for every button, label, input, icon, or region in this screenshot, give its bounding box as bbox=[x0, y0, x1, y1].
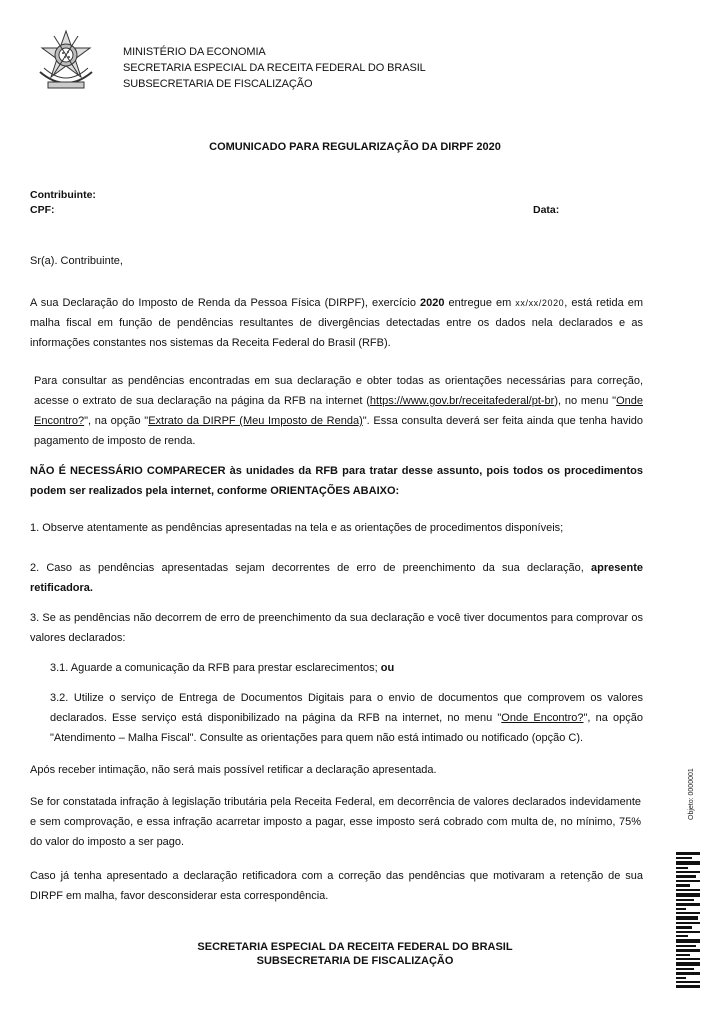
list-item-3-1: 3.1. Aguarde a comunicação da RFB para prestar esclarecimentos; ou bbox=[50, 662, 395, 674]
date-label: Data: bbox=[533, 204, 560, 216]
paragraph-consult: Para consultar as pendências encontradas em sua declaração e obter todas as orientações necessárias para correção, acesse o extrato de sua declaração na página da RFB na internet (https://www.gov.br/receitafederal/pt-br), no menu "Onde Encontro?", na opção "Extrato da DIRPF (Meu Imposto de Renda)". Essa consulta deverá ser feita ainda que tenha havido pagamento de imposto de renda. bbox=[34, 375, 643, 447]
barcode bbox=[676, 852, 700, 988]
header-secretariat: SECRETARIA ESPECIAL DA RECEITA FEDERAL DO BRASIL bbox=[123, 62, 426, 74]
object-code: Objeto: 0000001 bbox=[688, 768, 695, 820]
footer-subsecretariat: SUBSECRETARIA DE FISCALIZAÇÃO bbox=[256, 955, 454, 967]
document-title: COMUNICADO PARA REGULARIZAÇÃO DA DIRPF 2020 bbox=[209, 141, 501, 153]
contribuinte-label: Contribuinte: bbox=[30, 189, 96, 201]
paragraph-retention: A sua Declaração do Imposto de Renda da Pessoa Física (DIRPF), exercício 2020 entregue em xx/xx/2020, está retida em malha fiscal em função de pendências resultantes de divergências detectadas entre os dados nela declarados e as informações constantes nos sistemas da Receita Federal do Brasil (RFB). bbox=[30, 297, 643, 349]
extrato-dirpf-link[interactable]: Extrato da DIRPF (Meu Imposto de Renda) bbox=[148, 415, 363, 427]
list-item-3-2: 3.2. Utilize o serviço de Entrega de Documentos Digitais para o envio de documentos que comprovem os valores declarados. Esse serviço está disponibilizado na página da RFB na internet, no menu "Onde Encontro?", na opção "Atendimento – Malha Fiscal". Consulte as orientações para quem não está intimado ou notificado (opção C). bbox=[50, 692, 643, 744]
paragraph-after-intimation: Após receber intimação, não será mais possível retificar a declaração apresentada. bbox=[30, 764, 437, 776]
onde-encontro-link-2[interactable]: Onde Encontro? bbox=[501, 712, 584, 724]
footer-secretariat: SECRETARIA ESPECIAL DA RECEITA FEDERAL DO BRASIL bbox=[197, 941, 513, 953]
cpf-label: CPF: bbox=[30, 204, 55, 216]
greeting: Sr(a). Contribuinte, bbox=[30, 255, 123, 267]
paragraph-no-need: NÃO É NECESSÁRIO COMPARECER às unidades da RFB para tratar desse assunto, pois todos os procedimentos podem ser realizados pela internet, conforme ORIENTAÇÕES ABAIXO: bbox=[30, 465, 643, 497]
delivery-date: xx/xx/2020 bbox=[515, 298, 565, 308]
rfb-link[interactable]: https://www.gov.br/receitafederal/pt-br bbox=[369, 395, 555, 407]
list-item-2: 2. Caso as pendências apresentadas sejam decorrentes de erro de preenchimento da sua declaração, apresente retificadora. bbox=[30, 562, 643, 594]
onde-encontro-menu-link[interactable]: Onde Encontro? bbox=[34, 395, 643, 427]
paragraph-disregard: Caso já tenha apresentado a declaração retificadora com a correção das pendências que motivaram a retenção de sua DIRPF em malha, favor desconsiderar esta correspondência. bbox=[30, 870, 643, 902]
paragraph-infraction: Se for constatada infração à legislação tributária pela Receita Federal, em decorrência de valores declarados indevidamente e sem comprovação, e essa infração acarretar imposto a pagar, esse imposto será cobrado com multa de, no mínimo, 75% do valor do imposto a ser pago. bbox=[30, 796, 641, 848]
list-item-1: 1. Observe atentamente as pendências apresentadas na tela e as orientações de procedimentos disponíveis; bbox=[30, 522, 564, 534]
header-ministry: MINISTÉRIO DA ECONOMIA bbox=[123, 46, 266, 58]
header-subsecretariat: SUBSECRETARIA DE FISCALIZAÇÃO bbox=[123, 78, 313, 90]
coat-of-arms-seal bbox=[34, 28, 98, 94]
list-item-3: 3. Se as pendências não decorrem de erro de preenchimento da sua declaração e você tiver documentos para comprovar os valores declarados: bbox=[30, 612, 643, 644]
